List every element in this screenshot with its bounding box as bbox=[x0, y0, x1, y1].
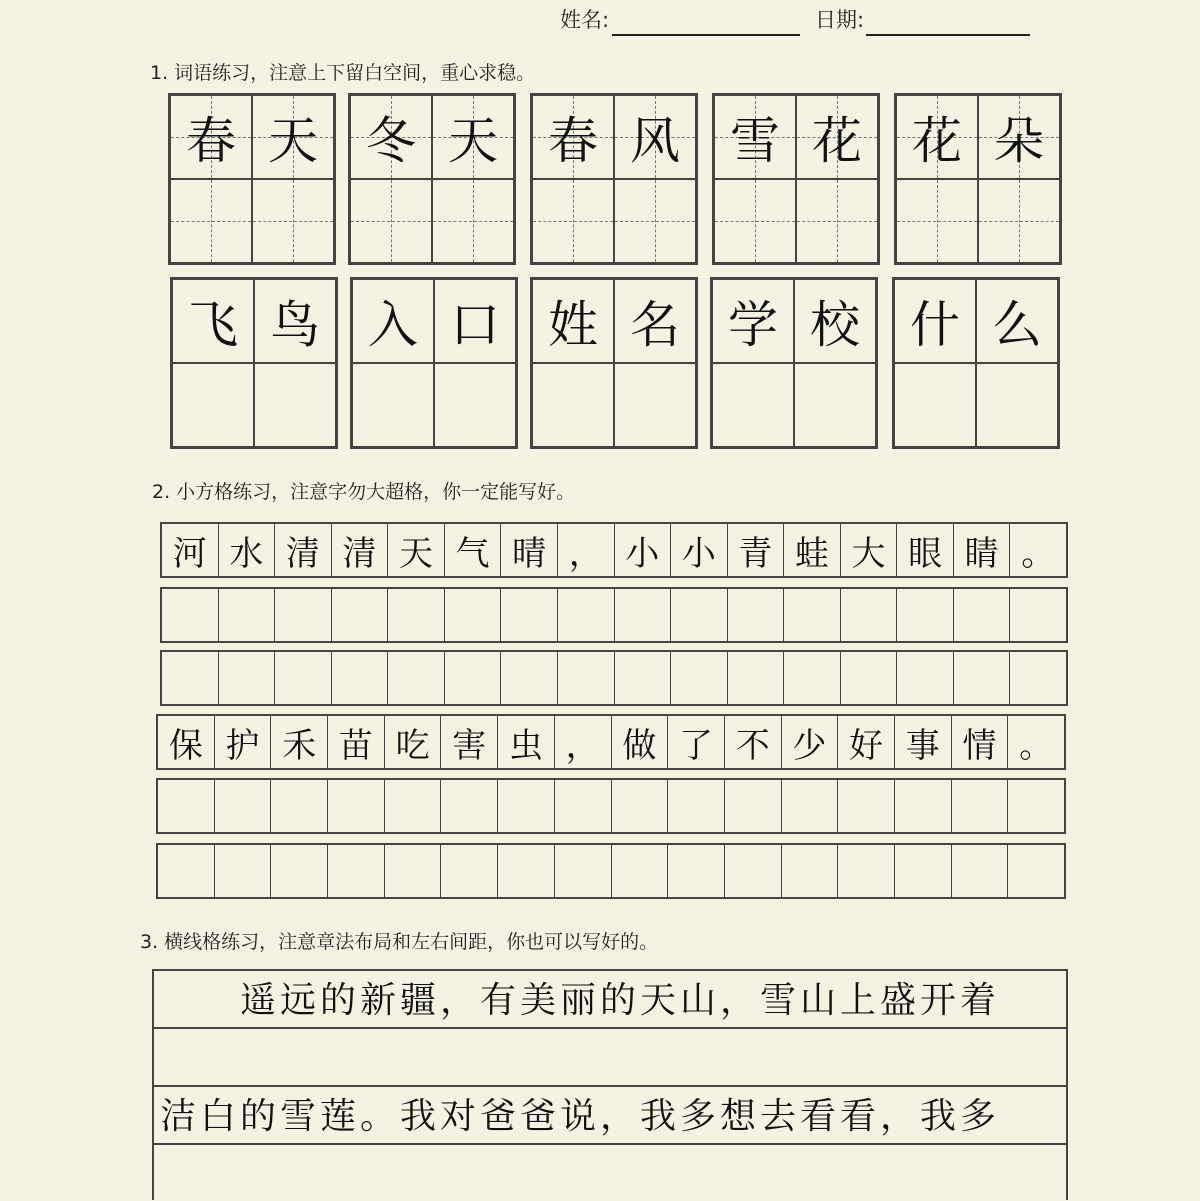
practice-row bbox=[160, 587, 1068, 643]
practice-cell[interactable] bbox=[352, 363, 434, 447]
practice-square[interactable] bbox=[271, 845, 328, 897]
practice-square[interactable] bbox=[445, 652, 502, 704]
practice-cell[interactable] bbox=[794, 363, 876, 447]
guide-line bbox=[171, 221, 251, 222]
practice-cell[interactable] bbox=[796, 179, 878, 263]
model-character: 虫 bbox=[498, 716, 555, 768]
practice-cell[interactable] bbox=[896, 179, 978, 263]
practice-square[interactable] bbox=[784, 652, 841, 704]
model-character: 什 bbox=[910, 296, 960, 354]
practice-row bbox=[156, 843, 1066, 899]
practice-square[interactable] bbox=[385, 780, 442, 832]
model-character: 了 bbox=[668, 716, 725, 768]
practice-cell[interactable] bbox=[976, 363, 1058, 447]
practice-square[interactable] bbox=[388, 652, 445, 704]
practice-square[interactable] bbox=[1008, 780, 1064, 832]
practice-square[interactable] bbox=[725, 780, 782, 832]
practice-cell[interactable] bbox=[350, 179, 432, 263]
guide-line bbox=[433, 221, 513, 222]
model-character: 。 bbox=[1019, 725, 1054, 766]
character-cell bbox=[532, 95, 614, 179]
model-character: 天 bbox=[268, 112, 318, 170]
model-character: 花 bbox=[812, 112, 862, 170]
model-character: 青 bbox=[728, 524, 785, 576]
word-block bbox=[350, 277, 518, 449]
practice-square[interactable] bbox=[1008, 845, 1064, 897]
guide-line bbox=[615, 221, 695, 222]
guide-line bbox=[797, 221, 877, 222]
practice-square[interactable] bbox=[952, 845, 1009, 897]
model-character: 禾 bbox=[271, 716, 328, 768]
date-label: 日期: bbox=[815, 8, 865, 32]
character-cell bbox=[170, 95, 252, 179]
practice-square[interactable] bbox=[897, 589, 954, 641]
practice-square[interactable] bbox=[615, 589, 672, 641]
practice-square[interactable] bbox=[1010, 589, 1066, 641]
practice-square[interactable] bbox=[275, 589, 332, 641]
practice-square[interactable] bbox=[158, 780, 215, 832]
lined-row[interactable] bbox=[154, 1145, 1066, 1201]
model-character: 姓 bbox=[548, 296, 598, 354]
model-sentence-row bbox=[156, 714, 1066, 770]
character-cell bbox=[254, 279, 336, 363]
practice-square[interactable] bbox=[219, 652, 276, 704]
practice-cell[interactable] bbox=[614, 179, 696, 263]
name-field[interactable] bbox=[612, 34, 800, 36]
character-cell bbox=[712, 279, 794, 363]
word-block bbox=[894, 93, 1062, 265]
practice-square[interactable] bbox=[671, 589, 728, 641]
practice-square[interactable] bbox=[385, 845, 442, 897]
word-block bbox=[710, 277, 878, 449]
model-character: 雪 bbox=[730, 112, 780, 170]
guide-line bbox=[351, 221, 431, 222]
model-character: 保 bbox=[158, 716, 215, 768]
model-character: 名 bbox=[630, 296, 680, 354]
model-character: 吃 bbox=[385, 716, 442, 768]
practice-square[interactable] bbox=[332, 652, 389, 704]
character-cell bbox=[976, 279, 1058, 363]
model-character: 情 bbox=[952, 716, 1009, 768]
model-character: 风 bbox=[630, 112, 680, 170]
practice-square[interactable] bbox=[841, 652, 898, 704]
model-character: 护 bbox=[215, 716, 272, 768]
practice-square[interactable] bbox=[838, 780, 895, 832]
section3-title: 3. 横线格练习，注意章法布局和左右间距，你也可以写好的。 bbox=[140, 931, 659, 953]
practice-square[interactable] bbox=[668, 845, 725, 897]
model-character: 眼 bbox=[897, 524, 954, 576]
name-label: 姓名: bbox=[560, 8, 610, 32]
model-character: 校 bbox=[810, 296, 860, 354]
guide-line bbox=[533, 221, 613, 222]
word-block bbox=[712, 93, 880, 265]
model-character: 苗 bbox=[328, 716, 385, 768]
model-character: 飞 bbox=[188, 296, 238, 354]
model-character: 害 bbox=[441, 716, 498, 768]
model-character: 花 bbox=[912, 112, 962, 170]
guide-line bbox=[715, 221, 795, 222]
practice-square[interactable] bbox=[215, 780, 272, 832]
character-cell bbox=[172, 279, 254, 363]
practice-cell[interactable] bbox=[170, 179, 252, 263]
section3-lined-box bbox=[152, 969, 1068, 1200]
practice-square[interactable] bbox=[895, 845, 952, 897]
character-cell bbox=[896, 95, 978, 179]
model-character: 春 bbox=[186, 112, 236, 170]
model-character: 好 bbox=[838, 716, 895, 768]
practice-square[interactable] bbox=[612, 780, 669, 832]
lined-text-2: 洁白的雪莲。我对爸爸说，我多想去看看，我多 bbox=[160, 1096, 1001, 1137]
practice-square[interactable] bbox=[895, 780, 952, 832]
practice-square[interactable] bbox=[671, 652, 728, 704]
word-block bbox=[348, 93, 516, 265]
model-character: 天 bbox=[388, 524, 445, 576]
model-character: 清 bbox=[332, 524, 389, 576]
word-block bbox=[892, 277, 1060, 449]
practice-square[interactable] bbox=[1010, 652, 1066, 704]
practice-square[interactable] bbox=[328, 780, 385, 832]
practice-square[interactable] bbox=[558, 589, 615, 641]
character-cell bbox=[532, 279, 614, 363]
model-character: 大 bbox=[841, 524, 898, 576]
guide-line bbox=[897, 221, 977, 222]
character-cell bbox=[434, 279, 516, 363]
model-character: 春 bbox=[548, 112, 598, 170]
practice-cell[interactable] bbox=[532, 363, 614, 447]
practice-square[interactable] bbox=[841, 589, 898, 641]
model-character: 蛙 bbox=[784, 524, 841, 576]
model-character: 河 bbox=[162, 524, 219, 576]
section1-title: 1. 词语练习，注意上下留白空间，重心求稳。 bbox=[150, 62, 536, 84]
practice-square[interactable] bbox=[555, 845, 612, 897]
word-block bbox=[170, 277, 338, 449]
practice-row bbox=[156, 778, 1066, 834]
practice-square[interactable] bbox=[897, 652, 954, 704]
character-cell bbox=[714, 95, 796, 179]
practice-square[interactable] bbox=[498, 780, 555, 832]
date-field[interactable] bbox=[866, 34, 1030, 36]
practice-square[interactable] bbox=[215, 845, 272, 897]
practice-cell[interactable] bbox=[252, 179, 334, 263]
practice-square[interactable] bbox=[445, 589, 502, 641]
model-character: 朵 bbox=[994, 112, 1044, 170]
lined-row[interactable] bbox=[154, 1029, 1066, 1087]
model-character: ， bbox=[555, 716, 612, 768]
practice-square[interactable] bbox=[328, 845, 385, 897]
character-cell bbox=[252, 95, 334, 179]
practice-cell[interactable] bbox=[172, 363, 254, 447]
model-character: 水 bbox=[219, 524, 276, 576]
practice-cell[interactable] bbox=[978, 179, 1060, 263]
practice-square[interactable] bbox=[784, 589, 841, 641]
practice-square[interactable] bbox=[612, 845, 669, 897]
practice-cell[interactable] bbox=[532, 179, 614, 263]
practice-square[interactable] bbox=[271, 780, 328, 832]
practice-cell[interactable] bbox=[894, 363, 976, 447]
practice-square[interactable] bbox=[501, 652, 558, 704]
practice-square[interactable] bbox=[555, 780, 612, 832]
model-character: 气 bbox=[445, 524, 502, 576]
practice-square[interactable] bbox=[615, 652, 672, 704]
practice-cell[interactable] bbox=[254, 363, 336, 447]
model-character: 冬 bbox=[366, 112, 416, 170]
model-character: 天 bbox=[448, 112, 498, 170]
practice-square[interactable] bbox=[725, 845, 782, 897]
model-character: 小 bbox=[615, 524, 672, 576]
model-character: 事 bbox=[895, 716, 952, 768]
practice-square[interactable] bbox=[441, 845, 498, 897]
character-cell bbox=[796, 95, 878, 179]
model-character: 么 bbox=[992, 296, 1042, 354]
character-cell bbox=[352, 279, 434, 363]
practice-row bbox=[160, 650, 1068, 706]
practice-square[interactable] bbox=[782, 845, 839, 897]
model-character: 不 bbox=[725, 716, 782, 768]
model-character: 小 bbox=[671, 524, 728, 576]
practice-square[interactable] bbox=[332, 589, 389, 641]
practice-square[interactable] bbox=[838, 845, 895, 897]
practice-square[interactable] bbox=[158, 845, 215, 897]
character-cell bbox=[894, 279, 976, 363]
character-cell bbox=[614, 279, 696, 363]
practice-square[interactable] bbox=[498, 845, 555, 897]
model-character: 。 bbox=[1021, 533, 1056, 574]
practice-cell[interactable] bbox=[714, 179, 796, 263]
practice-cell[interactable] bbox=[614, 363, 696, 447]
model-character: 晴 bbox=[501, 524, 558, 576]
practice-square[interactable] bbox=[952, 780, 1009, 832]
model-character: 清 bbox=[275, 524, 332, 576]
practice-square[interactable] bbox=[388, 589, 445, 641]
character-cell bbox=[614, 95, 696, 179]
practice-square[interactable] bbox=[954, 589, 1011, 641]
character-cell bbox=[978, 95, 1060, 179]
practice-square[interactable] bbox=[275, 652, 332, 704]
practice-square[interactable] bbox=[728, 589, 785, 641]
practice-square[interactable] bbox=[782, 780, 839, 832]
practice-square[interactable] bbox=[501, 589, 558, 641]
character-cell bbox=[794, 279, 876, 363]
model-character: 做 bbox=[612, 716, 669, 768]
section2-title: 2. 小方格练习，注意字勿大超格，你一定能写好。 bbox=[152, 481, 576, 503]
guide-line bbox=[979, 221, 1059, 222]
practice-square[interactable] bbox=[162, 652, 219, 704]
practice-square[interactable] bbox=[668, 780, 725, 832]
practice-square[interactable] bbox=[441, 780, 498, 832]
character-cell bbox=[432, 95, 514, 179]
practice-square[interactable] bbox=[728, 652, 785, 704]
practice-cell[interactable] bbox=[712, 363, 794, 447]
model-character: 入 bbox=[368, 296, 418, 354]
model-character: 少 bbox=[782, 716, 839, 768]
lined-row bbox=[154, 971, 1066, 1029]
practice-cell[interactable] bbox=[434, 363, 516, 447]
practice-square[interactable] bbox=[162, 589, 219, 641]
practice-square[interactable] bbox=[558, 652, 615, 704]
word-block bbox=[168, 93, 336, 265]
model-sentence-row bbox=[160, 522, 1068, 578]
lined-text-1: 遥远的新疆，有美丽的天山，雪山上盛开着 bbox=[160, 980, 1001, 1021]
word-block bbox=[530, 93, 698, 265]
model-character: ， bbox=[558, 524, 615, 576]
character-cell bbox=[350, 95, 432, 179]
model-character: 学 bbox=[728, 296, 778, 354]
model-character: 鸟 bbox=[270, 296, 320, 354]
word-block bbox=[530, 277, 698, 449]
practice-square[interactable] bbox=[219, 589, 276, 641]
lined-row bbox=[154, 1087, 1066, 1145]
model-character: 睛 bbox=[954, 524, 1011, 576]
practice-cell[interactable] bbox=[432, 179, 514, 263]
practice-square[interactable] bbox=[954, 652, 1011, 704]
model-character: 口 bbox=[450, 296, 500, 354]
guide-line bbox=[253, 221, 333, 222]
